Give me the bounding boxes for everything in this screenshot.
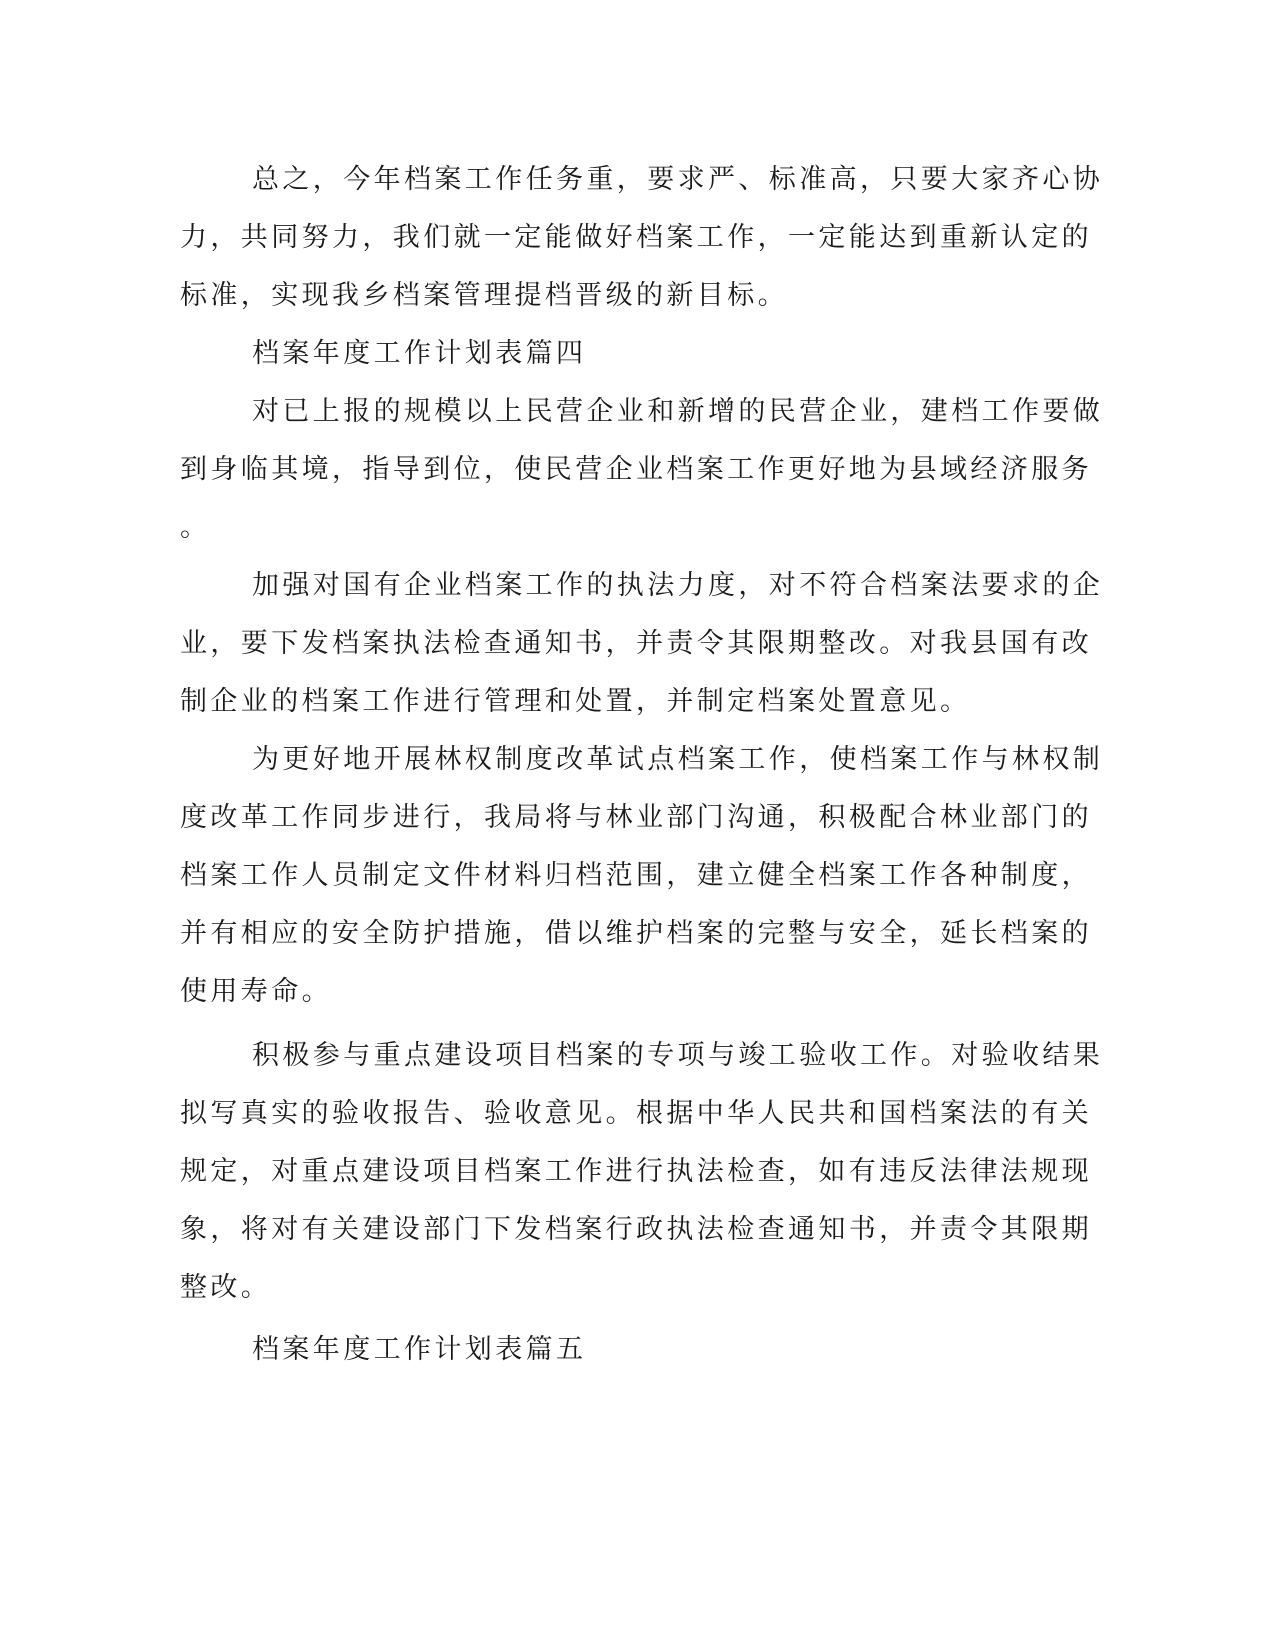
paragraph-line: 整改。 — [180, 1272, 272, 1303]
paragraph-line: 制企业的档案工作进行管理和处置，并制定档案处置意见。 — [180, 686, 971, 717]
paragraph-line: 力，共同努力，我们就一定能做好档案工作，一定能达到重新认定的 — [180, 222, 1092, 253]
section-heading: 档案年度工作计划表篇四 — [252, 338, 587, 369]
paragraph-line: 对已上报的规模以上民营企业和新增的民营企业，建档工作要做 — [252, 396, 1104, 427]
paragraph-line: 度改革工作同步进行，我局将与林业部门沟通，积极配合林业部门的 — [180, 802, 1092, 833]
paragraph-line: 总之，今年档案工作任务重，要求严、标准高，只要大家齐心协 — [252, 164, 1104, 195]
section-heading: 档案年度工作计划表篇五 — [252, 1334, 587, 1365]
paragraph-line: 并有相应的安全防护措施，借以维护档案的完整与安全，延长档案的 — [180, 918, 1092, 949]
paragraph-line: 加强对国有企业档案工作的执法力度，对不符合档案法要求的企 — [252, 570, 1104, 601]
paragraph-line: 标准，实现我乡档案管理提档晋级的新目标。 — [180, 280, 788, 311]
paragraph-line: 积极参与重点建设项目档案的专项与竣工验收工作。对验收结果 — [252, 1040, 1104, 1071]
paragraph-line: 使用寿命。 — [180, 976, 332, 1007]
paragraph-line: 拟写真实的验收报告、验收意见。根据中华人民共和国档案法的有关 — [180, 1098, 1092, 1129]
paragraph-line: 到身临其境，指导到位，使民营企业档案工作更好地为县域经济服务 — [180, 454, 1092, 485]
paragraph-line: 业，要下发档案执法检查通知书，并责令其限期整改。对我县国有改 — [180, 628, 1092, 659]
paragraph-line: 档案工作人员制定文件材料归档范围，建立健全档案工作各种制度， — [180, 860, 1092, 891]
paragraph-line: 。 — [180, 512, 211, 543]
paragraph-line: 象，将对有关建设部门下发档案行政执法检查通知书，并责令其限期 — [180, 1214, 1092, 1245]
paragraph-line: 为更好地开展林权制度改革试点档案工作，使档案工作与林权制 — [252, 744, 1104, 775]
paragraph-line: 规定，对重点建设项目档案工作进行执法检查，如有违反法律法规现 — [180, 1156, 1092, 1187]
